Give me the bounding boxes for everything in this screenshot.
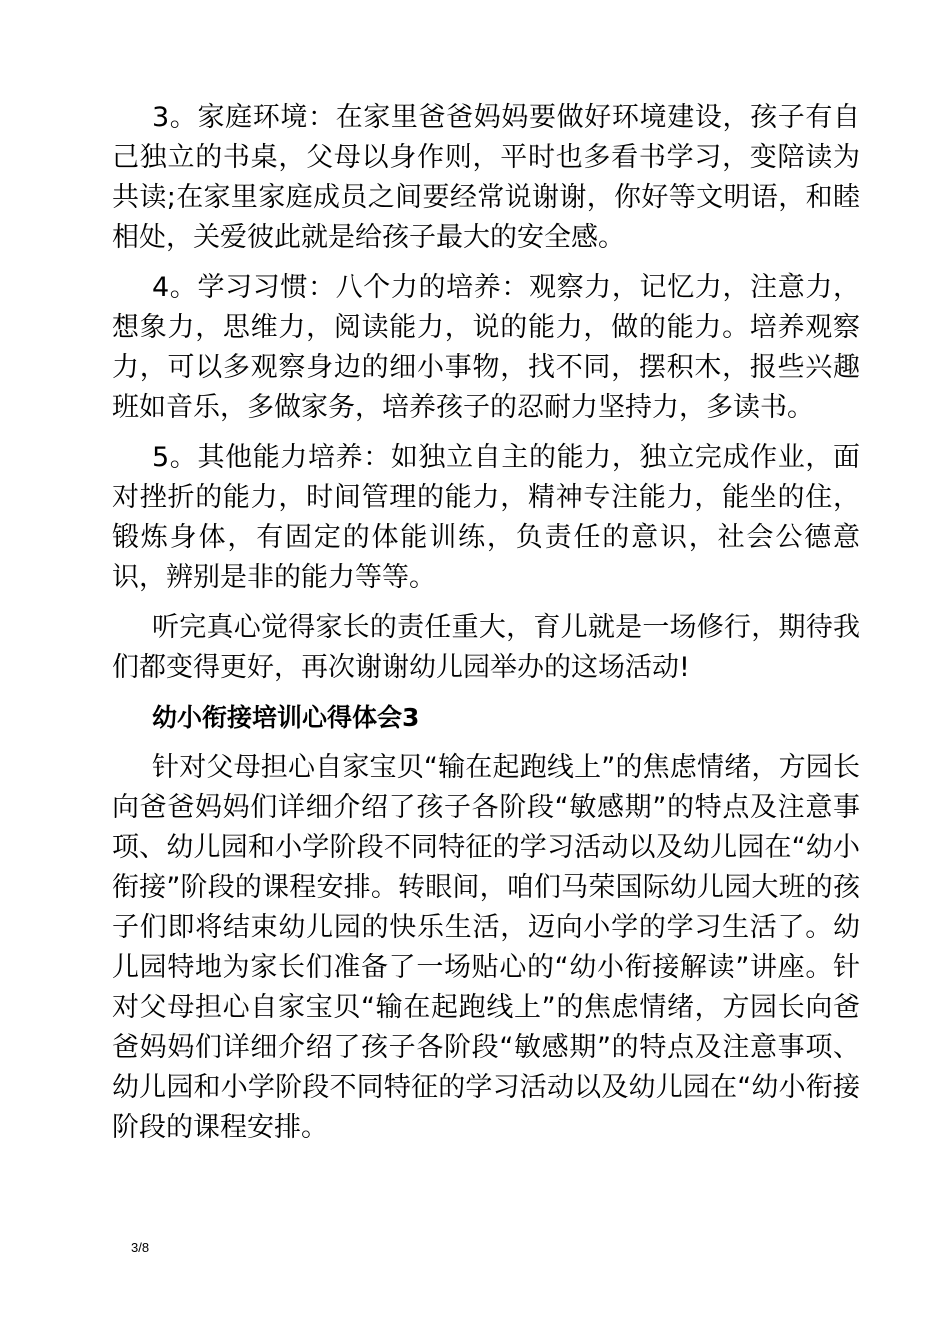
paragraph-conclusion: 听完真心觉得家长的责任重大，育儿就是一场修行，期待我们都变得更好，再次谢谢幼儿园举办的这场活动! bbox=[112, 612, 860, 683]
paragraph-section-body: 针对父母担心自家宝贝“输在起跑线上”的焦虑情绪，方园长向爸爸妈妈们详细介绍了孩子各阶段“敏感期”的特点及注意事项、幼儿园和小学阶段不同特征的学习活动以及幼儿园在“幼小衔接”阶段的课程安排。转眼间，咱们马荣国际幼儿园大班的孩子们即将结束幼儿园的快乐生活，迈向小学的学习生活了。幼儿园特地为家长们准备了一场贴心的“幼小衔接解读”讲座。针对父母担心自家宝贝“输在起跑线上”的焦虑情绪，方园长向爸爸妈妈们详细介绍了孩子各阶段“敏感期”的特点及注意事项、幼儿园和小学阶段不同特征的学习活动以及幼儿园在“幼小衔接阶段的课程安排。 bbox=[112, 752, 860, 1143]
page-number: 3/8 bbox=[131, 1240, 150, 1255]
paragraph-family-environment: 3。家庭环境：在家里爸爸妈妈要做好环境建设，孩子有自己独立的书桌，父母以身作则，平时也多看书学习，变陪读为共读;在家里家庭成员之间要经常说谢谢，你好等文明语，和睦相处，关爱彼此就是给孩子最大的安全感。 bbox=[112, 102, 860, 253]
section-heading: 幼小衔接培训心得体会3 bbox=[152, 703, 420, 732]
paragraph-study-habits: 4。学习习惯：八个力的培养：观察力，记忆力，注意力，想象力，思维力，阅读能力，说的能力，做的能力。培养观察力，可以多观察身边的细小事物，找不同，摆积木，报些兴趣班如音乐，多做家务，培养孩子的忍耐力坚持力，多读书。 bbox=[112, 272, 860, 423]
paragraph-other-abilities: 5。其他能力培养：如独立自主的能力，独立完成作业，面对挫折的能力，时间管理的能力，精神专注能力，能坐的住，锻炼身体，有固定的体能训练，负责任的意识，社会公德意识，辨别是非的能力等等。 bbox=[112, 442, 860, 593]
document-page bbox=[112, 98, 860, 1158]
